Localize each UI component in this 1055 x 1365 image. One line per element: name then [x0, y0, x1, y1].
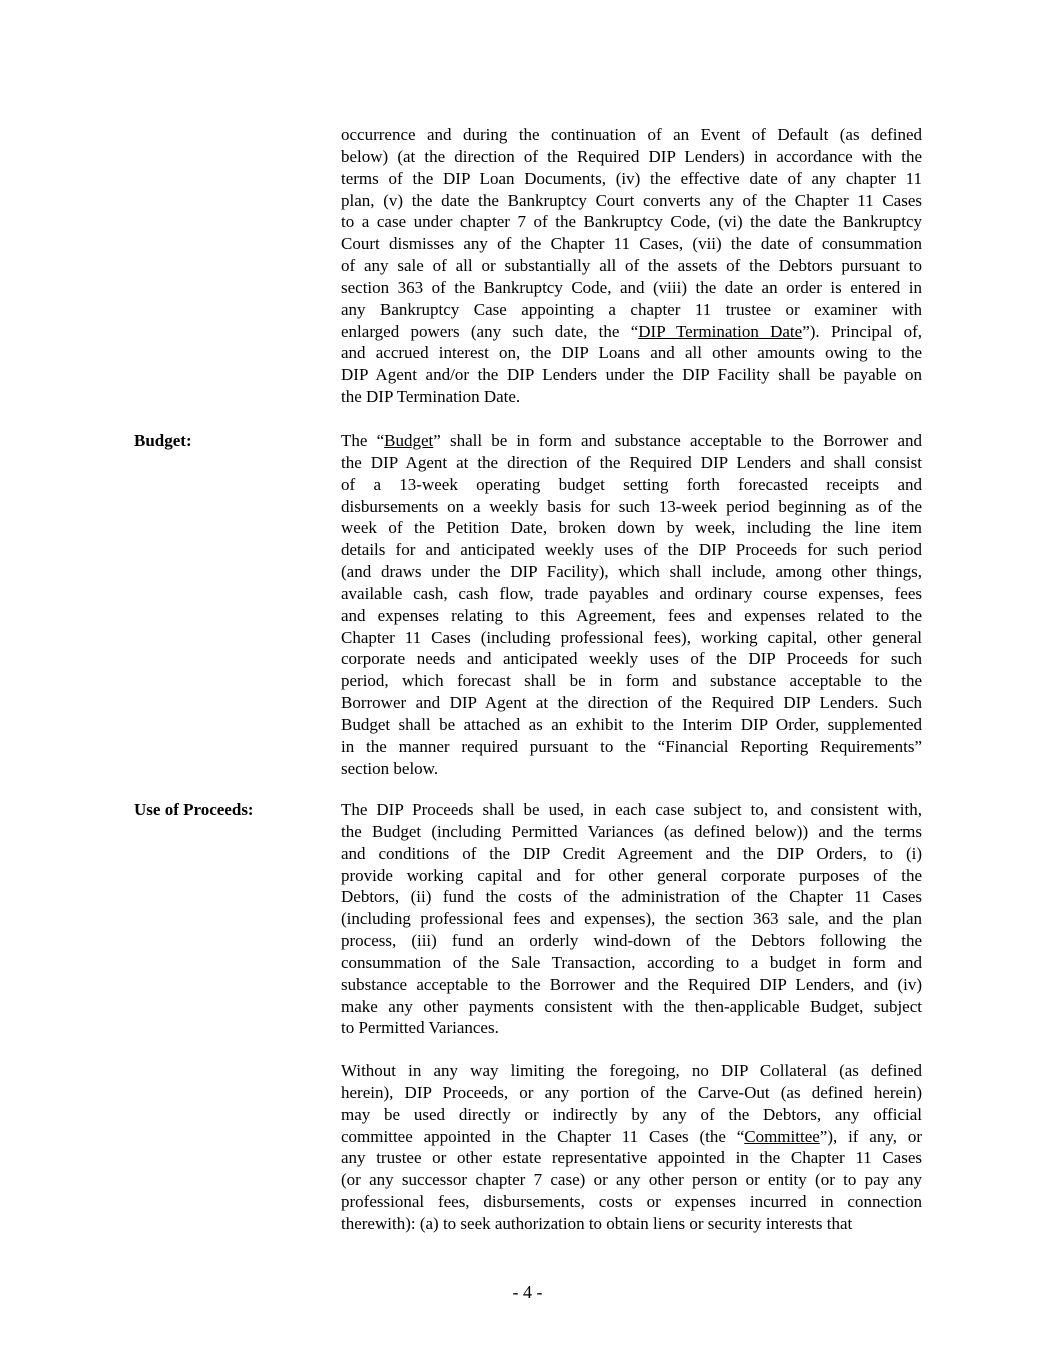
text-line [341, 561, 922, 583]
text-span: of a 13-week operating budget setting forth forecasted receipts and [341, 474, 922, 494]
text-line [341, 1104, 922, 1126]
text-line [341, 364, 922, 386]
text-line [341, 146, 922, 168]
text-line [341, 474, 922, 496]
text-line [341, 952, 922, 974]
text-span: Chapter 11 Cases (including professional fees), working capital, other general [341, 627, 922, 647]
text-line [341, 736, 922, 758]
text-line [341, 1213, 922, 1235]
text-span: available cash, cash flow, trade payables and ordinary course expenses, fees [341, 583, 922, 603]
text-line [341, 758, 922, 780]
text-span: therewith): (a) to seek authorization to obtain liens or security interests that [341, 1213, 853, 1233]
text-line [341, 321, 922, 343]
text-span: ”), if any, or [819, 1126, 922, 1146]
text-line [341, 1017, 922, 1039]
text-span: below) (at the direction of the Required DIP Lenders) in accordance with the [341, 146, 922, 166]
text-line [341, 605, 922, 627]
text-span: committee appointed in the Chapter 11 Cases (the “ [341, 1126, 745, 1146]
text-line [341, 233, 922, 255]
text-line [341, 886, 922, 908]
text-span: occurrence and during the continuation of an Event of Default (as defined [341, 125, 922, 144]
text-line [341, 714, 922, 736]
text-span: DIP Agent and/or the DIP Lenders under the DIP Facility shall be payable on [341, 365, 922, 385]
text-line [341, 799, 922, 821]
text-span: provide working capital and for other general corporate purposes of the [341, 865, 922, 885]
text-line [341, 821, 922, 843]
text-line [341, 648, 922, 670]
text-span: of any sale of all or substantially all of the assets of the Debtors pursuant to [341, 256, 922, 276]
text-span: terms of the DIP Loan Documents, (iv) the effective date of any chapter 11 [341, 168, 922, 188]
text-span: Debtors, (ii) fund the costs of the administration of the Chapter 11 Cases [341, 887, 922, 907]
budget-paragraph [341, 430, 922, 780]
text-span: professional fees, disbursements, costs or expenses incurred in connection [341, 1192, 922, 1212]
text-span: make any other payments consistent with the then-applicable Budget, subject [341, 996, 922, 1016]
text-span: ” shall be in form and substance acceptable to the Borrower and [433, 431, 922, 450]
text-line [341, 930, 922, 952]
text-line [341, 1082, 922, 1104]
text-line [341, 386, 922, 408]
text-span: week of the Petition Date, broken down by week, including the line item [341, 518, 922, 538]
text-line [341, 211, 922, 233]
text-span: to Permitted Variances. [341, 1018, 499, 1038]
text-line [341, 342, 922, 364]
defined-term: DIP Termination Date [638, 321, 803, 341]
text-span: the DIP Termination Date. [341, 387, 521, 407]
text-span: corporate needs and anticipated weekly uses of the DIP Proceeds for such [341, 649, 922, 669]
dip-termination-paragraph [341, 124, 922, 408]
text-span: The “ [341, 431, 385, 450]
text-span: period, which forecast shall be in form and substance acceptable to the [341, 671, 922, 691]
text-line [341, 1060, 922, 1082]
use-of-proceeds-limitation-paragraph [341, 1060, 922, 1235]
text-span: to a case under chapter 7 of the Bankruptcy Code, (vi) the date the Bankruptcy [341, 212, 922, 232]
text-span: may be used directly or indirectly by any of the Debtors, any official [341, 1104, 922, 1124]
text-line [341, 517, 922, 539]
text-span: in the manner required pursuant to the “Financial Reporting Requirements” [341, 736, 922, 756]
text-line [341, 168, 922, 190]
text-span: substance acceptable to the Borrower and the Required DIP Lenders, and (iv) [341, 974, 922, 994]
text-span: disbursements on a weekly basis for such 13-week period beginning as of the [341, 496, 922, 516]
text-line [341, 908, 922, 930]
text-line [341, 430, 922, 452]
text-line [341, 670, 922, 692]
text-span: section 363 of the Bankruptcy Code, and (viii) the date an order is entered in [341, 277, 922, 297]
text-line [341, 996, 922, 1018]
text-span: Without in any way limiting the foregoing, no DIP Collateral (as defined [341, 1061, 922, 1080]
text-span: any Bankruptcy Case appointing a chapter 11 trustee or examiner with [341, 299, 922, 319]
text-span: any trustee or other estate representative appointed in the Chapter 11 Cases [341, 1148, 922, 1168]
text-line [341, 1126, 922, 1148]
budget-label: Budget: [134, 431, 192, 450]
text-span: Borrower and DIP Agent at the direction of the Required DIP Lenders. Such [341, 693, 922, 713]
text-span: the DIP Agent at the direction of the Required DIP Lenders and shall consist [341, 452, 922, 472]
text-span: and expenses relating to this Agreement, fees and expenses related to the [341, 605, 922, 625]
text-line [341, 692, 922, 714]
text-line [341, 277, 922, 299]
page-number: - 4 - [512, 1282, 543, 1302]
text-line [341, 124, 922, 146]
text-span: Budget shall be attached as an exhibit to the Interim DIP Order, supplemented [341, 714, 922, 734]
text-line [341, 627, 922, 649]
defined-term: Committee [744, 1126, 820, 1146]
text-line [341, 496, 922, 518]
text-line [341, 865, 922, 887]
text-span: herein), DIP Proceeds, or any portion of the Carve-Out (as defined herein) [341, 1082, 922, 1102]
text-line [341, 974, 922, 996]
text-line [341, 1169, 922, 1191]
text-span: process, (iii) fund an orderly wind-down of the Debtors following the [341, 931, 922, 951]
text-span: section below. [341, 758, 439, 778]
text-line [341, 583, 922, 605]
use-of-proceeds-label: Use of Proceeds: [134, 800, 254, 819]
text-span: (including professional fees and expenses), the section 363 sale, and the plan [341, 909, 922, 929]
text-span: (or any successor chapter 7 case) or any other person or entity (or to pay any [341, 1170, 922, 1190]
text-line [341, 1147, 922, 1169]
text-line [341, 539, 922, 561]
text-span: consummation of the Sale Transaction, according to a budget in form and [341, 952, 922, 972]
text-line [341, 299, 922, 321]
text-span: and accrued interest on, the DIP Loans and all other amounts owing to the [341, 343, 922, 363]
text-line [341, 1191, 922, 1213]
text-span: ”). Principal of, [802, 321, 923, 341]
text-line [341, 452, 922, 474]
text-span: (and draws under the DIP Facility), which shall include, among other things, [341, 562, 922, 582]
text-span: and conditions of the DIP Credit Agreement and the DIP Orders, to (i) [341, 843, 922, 863]
text-span: the Budget (including Permitted Variances (as defined below)) and the terms [341, 821, 922, 841]
text-line [341, 255, 922, 277]
text-span: enlarged powers (any such date, the “ [341, 321, 639, 341]
text-span: plan, (v) the date the Bankruptcy Court converts any of the Chapter 11 Cases [341, 190, 922, 210]
text-line [341, 190, 922, 212]
text-line [341, 843, 922, 865]
defined-term: Budget [384, 431, 434, 450]
text-span: details for and anticipated weekly uses of the DIP Proceeds for such period [341, 540, 922, 560]
use-of-proceeds-paragraph [341, 799, 922, 1039]
text-span: The DIP Proceeds shall be used, in each case subject to, and consistent with, [341, 800, 922, 819]
text-span: Court dismisses any of the Chapter 11 Cases, (vii) the date of consummation [341, 234, 922, 254]
